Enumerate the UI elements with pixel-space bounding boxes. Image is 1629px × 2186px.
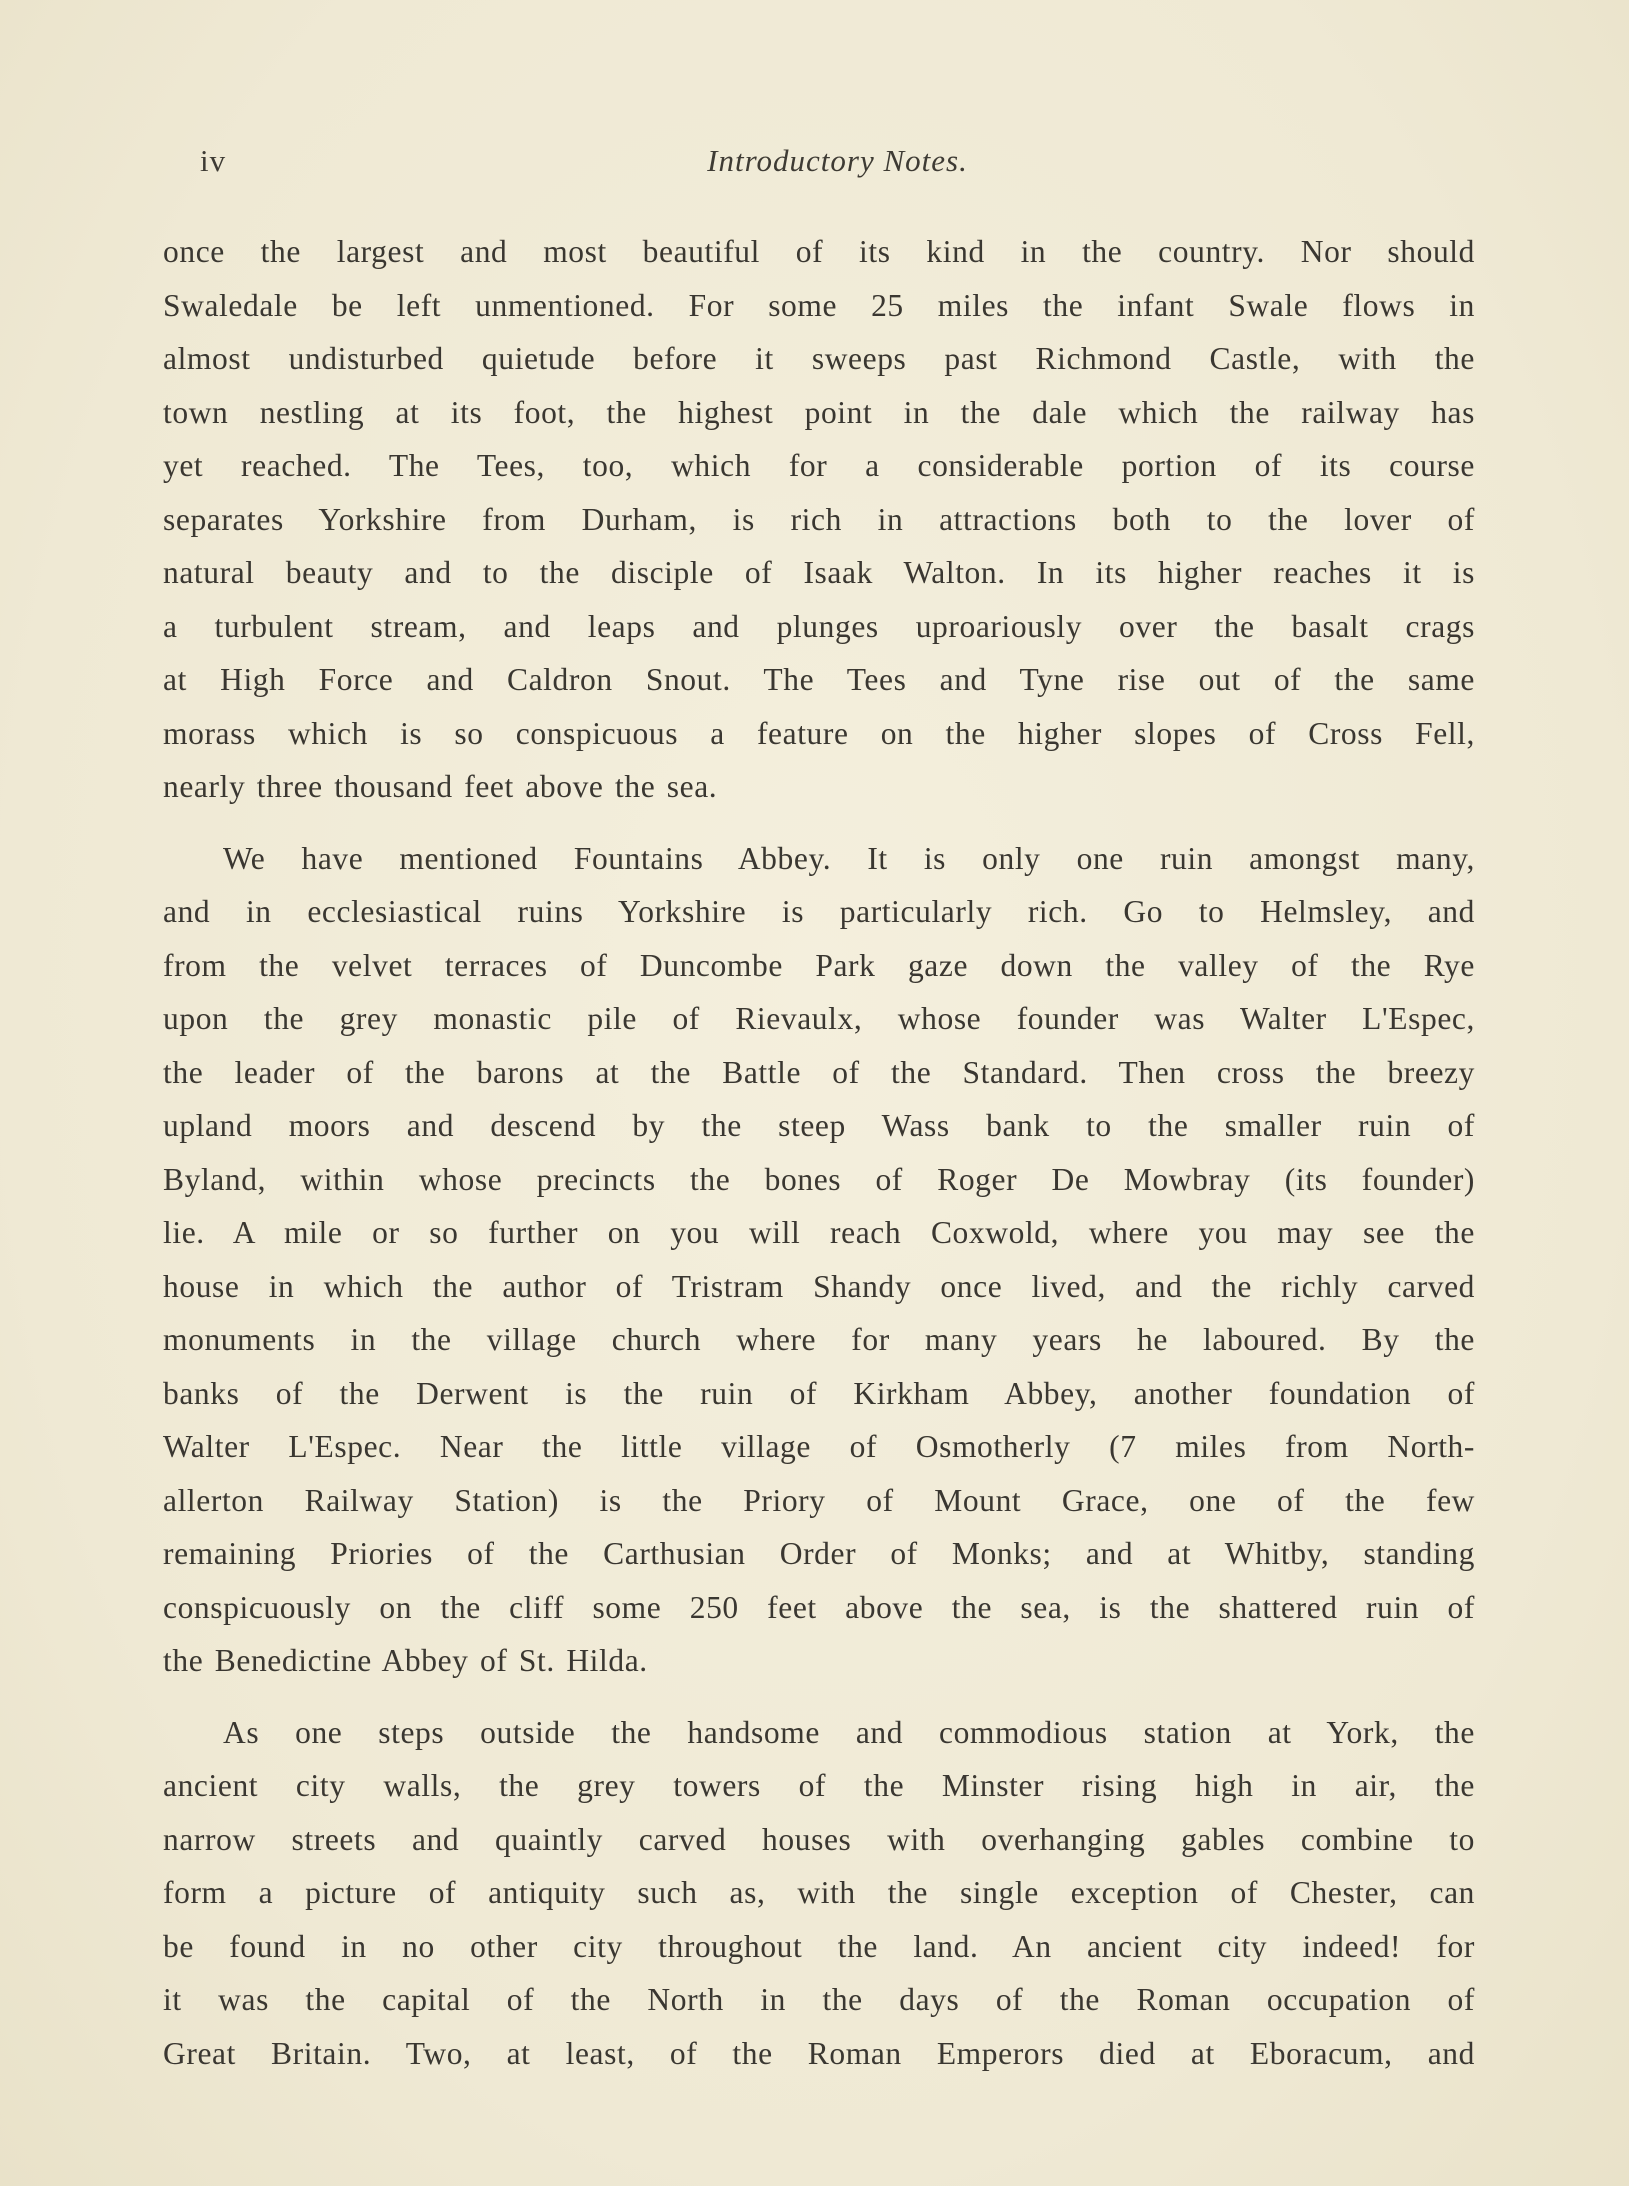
text-line: conspicuously on the cliff some 250 feet above the sea, is the shattered ruin of — [163, 1589, 1475, 1625]
text-line: house in which the author of Tristram Shandy once lived, and the richly carved — [163, 1268, 1475, 1304]
text-line: and in ecclesiastical ruins Yorkshire is particularly rich. Go to Helmsley, and — [163, 894, 1475, 929]
text-line: at High Force and Caldron Snout. The Tees and Tyne rise out of the same — [163, 662, 1475, 697]
text-line: almost undisturbed quietude before it sweeps past Richmond Castle, with the — [163, 341, 1475, 376]
paragraph-2 — [163, 832, 1475, 1688]
text-line: Walter L'Espec. Near the little village of Osmotherly (7 miles from North- — [163, 1429, 1475, 1464]
text-line: once the largest and most beautiful of its kind in the country. Nor should — [163, 234, 1475, 269]
paragraph-gap — [163, 814, 1475, 832]
text-line: Byland, within whose precincts the bones of Roger De Mowbray (its founder) — [163, 1161, 1475, 1197]
text-line: separates Yorkshire from Durham, is rich in attractions both to the lover of — [163, 501, 1475, 537]
page-number: iv — [200, 143, 227, 178]
text-line: We have mentioned Fountains Abbey. It is only one ruin amongst many, — [223, 840, 1475, 876]
text-line: form a picture of antiquity such as, with the single exception of Chester, can — [163, 1875, 1475, 1910]
text-line: nearly three thousand feet above the sea. — [163, 769, 718, 804]
text-line: narrow streets and quaintly carved houses with overhanging gables combine to — [163, 1821, 1475, 1857]
text-line: ancient city walls, the grey towers of the Minster rising high in air, the — [163, 1768, 1475, 1803]
text-line: town nestling at its foot, the highest point in the dale which the railway has — [163, 394, 1475, 430]
text-line: banks of the Derwent is the ruin of Kirkham Abbey, another foundation of — [163, 1375, 1475, 1411]
paragraph-3 — [163, 1706, 1475, 2081]
text-line: a turbulent stream, and leaps and plunges uproariously over the basalt crags — [163, 608, 1475, 644]
running-title: Introductory Notes. — [707, 143, 968, 178]
text-line: upland moors and descend by the steep Wass bank to the smaller ruin of — [163, 1108, 1475, 1143]
text-line: yet reached. The Tees, too, which for a considerable portion of its course — [163, 448, 1475, 483]
text-line: it was the capital of the North in the days of the Roman occupation of — [163, 1982, 1475, 2017]
text-line: allerton Railway Station) is the Priory of Mount Grace, one of the few — [163, 1482, 1475, 1518]
text-line: remaining Priories of the Carthusian Order of Monks; and at Whitby, standing — [163, 1536, 1475, 1571]
text-line: monuments in the village church where for many years he laboured. By the — [163, 1322, 1475, 1357]
text-line: the Benedictine Abbey of St. Hilda. — [163, 1643, 648, 1678]
text-line: from the velvet terraces of Duncombe Park gaze down the valley of the Rye — [163, 947, 1475, 983]
text-line: As one steps outside the handsome and commodious station at York, the — [223, 1714, 1475, 1750]
text-line: natural beauty and to the disciple of Isaak Walton. In its higher reaches it is — [163, 555, 1475, 590]
text-line: morass which is so conspicuous a feature on the higher slopes of Cross Fell, — [163, 715, 1475, 751]
paragraph-gap — [163, 1688, 1475, 1706]
page-header — [200, 143, 1475, 187]
text-line: the leader of the barons at the Battle of the Standard. Then cross the breezy — [163, 1054, 1475, 1090]
text-line: be found in no other city throughout the land. An ancient city indeed! for — [163, 1928, 1475, 1964]
text-line: Great Britain. Two, at least, of the Roman Emperors died at Eboracum, and — [163, 2035, 1475, 2071]
text-line: lie. A mile or so further on you will reach Coxwold, where you may see the — [163, 1215, 1475, 1250]
paragraph-1 — [163, 225, 1475, 814]
text-line: Swaledale be left unmentioned. For some 25 miles the infant Swale flows in — [163, 287, 1475, 323]
body-text — [163, 225, 1475, 2080]
text-line: upon the grey monastic pile of Rievaulx, whose founder was Walter L'Espec, — [163, 1001, 1475, 1036]
